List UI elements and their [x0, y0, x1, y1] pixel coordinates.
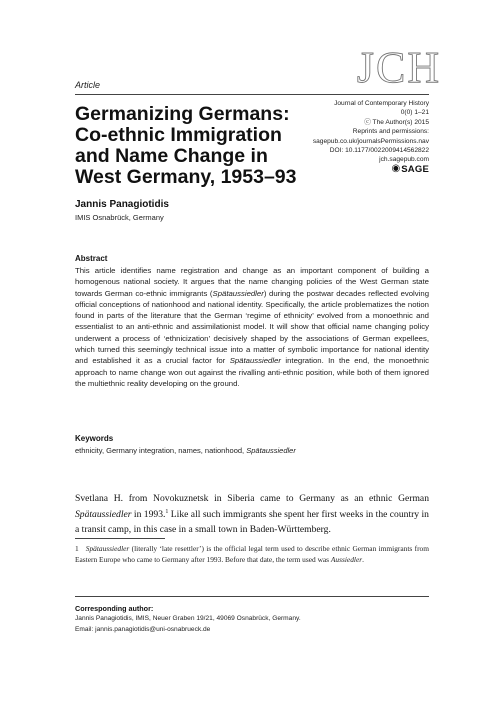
abstract-heading: Abstract: [75, 254, 108, 263]
author-affiliation: IMIS Osnabrück, Germany: [75, 213, 164, 222]
journal-site-link[interactable]: jch.sagepub.com: [379, 156, 429, 164]
author-name: Jannis Panagiotidis: [75, 199, 169, 210]
footnote-divider: [75, 538, 165, 539]
keywords-heading: Keywords: [75, 434, 114, 443]
journal-logo: [356, 43, 442, 92]
sage-logo-text: SAGE: [401, 163, 429, 175]
keywords-items: ethnicity, Germany integration, names, nationhood,: [75, 446, 247, 455]
footnote-part: (literally ‘late resettler’) is the official legal term used to describe ethnic German immigrants from Eastern Europe who came to Germany after 1993. Before that date, the term used was: [75, 544, 430, 564]
volume-info: 0(0) 1–21: [400, 109, 429, 117]
body-part: in 1993.: [131, 508, 166, 520]
header-divider: [75, 94, 429, 95]
abstract-term: Spätaussiedler: [229, 356, 281, 366]
abstract-text: [75, 265, 429, 389]
footnote-reference[interactable]: 1: [165, 508, 169, 515]
footnote-part: .: [362, 555, 364, 564]
corresponding-author-heading: Corresponding author:: [75, 604, 154, 613]
keywords-list: [75, 446, 296, 455]
title-line: Co-ethnic Immigration: [75, 124, 282, 146]
footnote-term: Aussiedler: [330, 555, 363, 564]
body-paragraph: [75, 491, 429, 538]
sage-logo: [385, 164, 429, 174]
body-part: Like all such immigrants she spent her first weeks in the country in a transit camp, in this case in a small town in Baden-Württemberg.: [75, 508, 429, 535]
journal-logo-text: JCH: [356, 43, 442, 92]
permissions-link[interactable]: sagepub.co.uk/journalsPermissions.nav: [312, 137, 429, 145]
title-line: and Name Change in: [75, 145, 268, 167]
body-term: Spätaussiedler: [75, 508, 132, 520]
footnote-term: Spätaussiedler: [85, 544, 130, 553]
journal-name: Journal of Contemporary History: [334, 100, 429, 107]
abstract-term: Spätaussiedler: [212, 288, 264, 298]
corresponding-author-email[interactable]: Email: jannis.panagiotidis@uni-osnabrueck.de: [75, 626, 211, 633]
title-line: Germanizing Germans:: [75, 103, 290, 125]
footnote: [75, 543, 429, 565]
abstract-part: This article identifies name registration and change as an important component of building a homogenous national society. It argues that the name changing policies of the West German state towards German co-ethnic immigrants (: [75, 266, 429, 298]
reprints-line: Reprints and permissions:: [352, 128, 429, 136]
body-part: Svetlana H. from Novokuznetsk in Siberia came to Germany as an ethnic German: [75, 493, 429, 504]
footnote-number: 1: [75, 544, 79, 553]
keyword-term: Spätaussiedler: [246, 446, 296, 455]
abstract-part: integration. In the end, the monoethnic approach to name change won out against the rivalling anti-ethnic position, while both of them ignored the multiethnic reality developing on the ground.: [75, 356, 429, 388]
correspondence-divider: [75, 596, 429, 597]
copyright-line: ⓒ The Author(s) 2015: [364, 118, 429, 126]
sage-logo-icon: ◉: [391, 163, 401, 174]
abstract-part: ) during the postwar decades reflected evolving official conceptions of nationhood and national identity. Specifically, the article problematizes the notion found in parts of the literature that the German ‘regime of ethnicity’ evolved from a monoethnic and essentialist to an anti-ethnic and assimilationist model. It will show that official name changing policy underwent a process of ‘ethnicization’ decisively shaped by the associations of German expellees, which turned this seemingly technical issue into a matter of symbolic importance for national identity and established it as a crucial factor for: [75, 288, 430, 366]
article-title: [75, 104, 315, 188]
corresponding-author-address: Jannis Panagiotidis, IMIS, Neuer Graben 19/21, 49069 Osnabrück, Germany.: [75, 615, 301, 622]
doi-line[interactable]: DOI: 10.1177/0022009414562822: [329, 147, 429, 155]
article-type-label: Article: [75, 80, 101, 90]
publication-metadata: [300, 99, 429, 165]
title-line: West Germany, 1953–93: [75, 166, 297, 188]
